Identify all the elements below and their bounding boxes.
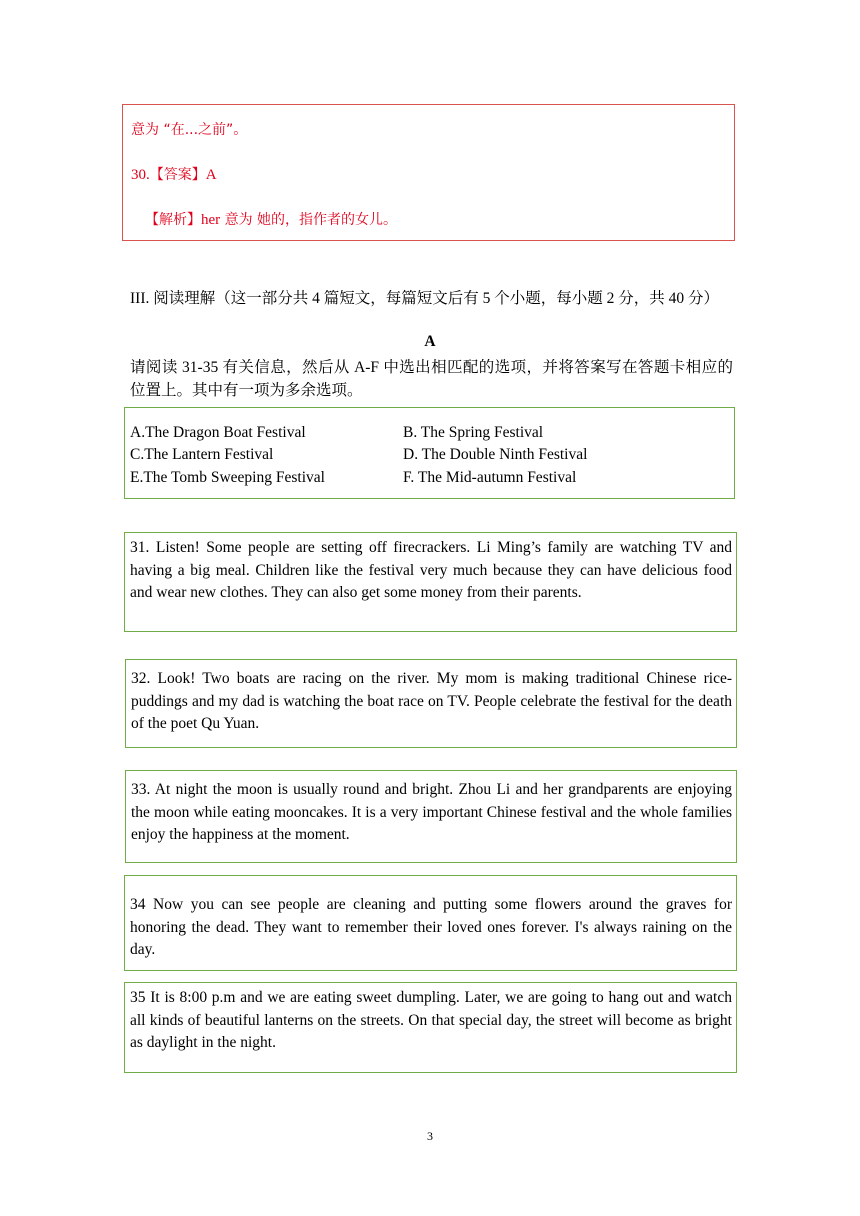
question-35-box: 35 It is 8:00 p.m and we are eating sweet dumpling. Later, we are going to hang out and watch all kinds of beautiful lanterns on the streets. On that special day, the street will become as bright as daylight in the night.: [124, 982, 737, 1073]
question-34-box: 34 Now you can see people are cleaning and putting some flowers around the graves for honoring the dead. They want to remember their loved ones forever. I's always raining on the day.: [124, 875, 737, 971]
option-e: E.The Tomb Sweeping Festival: [130, 469, 325, 486]
answer-line-3: [145, 209, 397, 229]
answer-choice: A: [205, 167, 217, 183]
answer-line-1: 意为 “在...之前”。: [131, 122, 248, 138]
question-number: 30.: [131, 167, 150, 183]
question-31-box: 31. Listen! Some people are setting off firecrackers. Li Ming’s family are watching TV and having a big meal. Children like the festival very much because they can have delicious food and wear new clothes. They can also get some money from their parents.: [124, 532, 737, 632]
analysis-text: 意为 她的，指作者的女儿。: [220, 212, 398, 228]
question-32-box: 32. Look! Two boats are racing on the river. My mom is making traditional Chinese rice-puddings and my dad is watching the boat race on TV. People celebrate the festival for the death of the poet Qu Yuan.: [125, 659, 737, 748]
option-d: D. The Double Ninth Festival: [403, 446, 588, 463]
analysis-label: 【解析】: [145, 212, 201, 228]
option-a: A.The Dragon Boat Festival: [130, 424, 306, 441]
answer-line-2: [131, 164, 217, 184]
question-33-box: 33. At night the moon is usually round and bright. Zhou Li and her grandparents are enjoying the moon while eating mooncakes. It is a very important Chinese festival and the whole families enjoy the happiness at the moment.: [125, 770, 737, 863]
page-number: 3: [427, 1129, 433, 1143]
option-f: F. The Mid-autumn Festival: [403, 469, 577, 486]
section-heading: III. 阅读理解（这一部分共 4 篇短文，每篇短文后有 5 个小题，每小题 2 分，共 40 分）: [130, 290, 719, 307]
option-c: C.The Lantern Festival: [130, 446, 274, 463]
section-instruction: 请阅读 31-35 有关信息，然后从 A-F 中选出相匹配的选项，并将答案写在答题卡相应的位置上。其中有一项为多余选项。: [130, 359, 733, 399]
part-label: A: [424, 333, 436, 350]
answer-explanation-box: [122, 104, 735, 241]
answer-label: 【答案】: [149, 167, 206, 183]
analysis-word: her: [201, 212, 221, 228]
option-b: B. The Spring Festival: [403, 424, 544, 441]
